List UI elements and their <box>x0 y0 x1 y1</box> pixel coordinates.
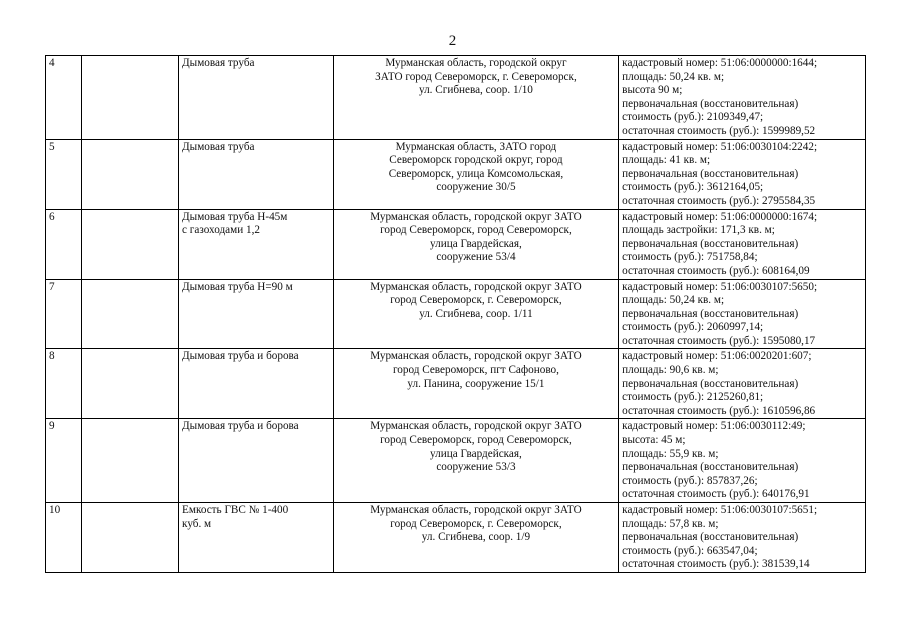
object-name-line: Дымовая труба и борова <box>182 420 299 433</box>
row-number: 8 <box>49 350 55 363</box>
characteristics-line: кадастровый номер: 51:06:0030112:49; <box>622 420 806 433</box>
characteristics-line: остаточная стоимость (руб.): 1599989,52 <box>622 124 816 137</box>
row-number: 4 <box>49 57 55 69</box>
address-cell <box>333 419 618 503</box>
property-table <box>45 55 866 573</box>
row-number: 7 <box>49 280 55 293</box>
object-name-line: куб. м <box>182 517 212 530</box>
address-line: Североморск, улица Комсомольская, <box>388 167 564 180</box>
characteristics-line: остаточная стоимость (руб.): 608164,09 <box>622 264 810 277</box>
empty-cell <box>82 279 179 349</box>
characteristics-cell <box>619 209 866 279</box>
object-name-cell <box>179 279 334 349</box>
characteristics-line: остаточная стоимость (руб.): 1610596,86 <box>622 404 816 417</box>
address-line: город Североморск, г. Североморск, <box>390 294 562 307</box>
characteristics-line: первоначальная (восстановительная) <box>622 377 799 390</box>
object-name-cell <box>179 349 334 419</box>
address-line: Североморск городской округ, город <box>389 154 563 167</box>
row-number: 5 <box>49 140 55 153</box>
table-row <box>46 349 866 419</box>
object-name-cell <box>179 503 334 573</box>
characteristics-line: стоимость (руб.): 2125260,81; <box>622 391 764 404</box>
table-row <box>46 279 866 349</box>
characteristics-line: остаточная стоимость (руб.): 2795584,35 <box>622 194 816 207</box>
object-name-cell <box>179 419 334 503</box>
table-row <box>46 56 866 140</box>
object-name-line: Дымовая труба Н=90 м <box>182 280 293 293</box>
address-cell <box>333 56 618 140</box>
address-line: Мурманская область, городской округ ЗАТО <box>370 280 582 293</box>
address-line: сооружение 30/5 <box>436 181 516 194</box>
characteristics-cell <box>619 139 866 209</box>
address-line: Мурманская область, городской округ ЗАТО <box>370 210 582 223</box>
object-name-line: с газоходами 1,2 <box>182 224 260 237</box>
characteristics-line: кадастровый номер: 51:06:0030107:5650; <box>622 280 818 293</box>
address-cell <box>333 139 618 209</box>
characteristics-line: высота 90 м; <box>622 84 683 97</box>
address-cell <box>333 349 618 419</box>
characteristics-line: стоимость (руб.): 751758,84; <box>622 251 758 264</box>
object-name-line: Дымовая труба Н-45м <box>182 210 288 223</box>
characteristics-line: остаточная стоимость (руб.): 1595080,17 <box>622 334 816 347</box>
address-line: город Североморск, пгт Сафоново, <box>392 364 559 377</box>
characteristics-line: остаточная стоимость (руб.): 381539,14 <box>622 558 810 571</box>
address-line: ул. Сгибнева, соор. 1/9 <box>421 531 531 544</box>
row-number-cell <box>46 503 82 573</box>
characteristics-line: стоимость (руб.): 857837,26; <box>622 474 758 487</box>
row-number-cell <box>46 419 82 503</box>
object-name-cell <box>179 56 334 140</box>
characteristics-line: площадь застройки: 171,3 кв. м; <box>622 224 775 237</box>
row-number-cell <box>46 279 82 349</box>
empty-cell <box>82 209 179 279</box>
characteristics-line: высота: 45 м; <box>622 434 686 447</box>
characteristics-line: площадь: 41 кв. м; <box>622 154 711 167</box>
characteristics-line: площадь: 50,24 кв. м; <box>622 70 725 83</box>
address-line: ул. Сгибнева, соор. 1/11 <box>419 307 533 320</box>
table-row <box>46 419 866 503</box>
characteristics-line: первоначальная (восстановительная) <box>622 307 799 320</box>
address-line: Мурманская область, городской округ ЗАТО <box>370 350 582 363</box>
address-line: ЗАТО город Североморск, г. Североморск, <box>375 70 577 83</box>
characteristics-line: стоимость (руб.): 2109349,47; <box>622 111 764 124</box>
empty-cell <box>82 139 179 209</box>
characteristics-line: остаточная стоимость (руб.): 640176,91 <box>622 488 810 501</box>
characteristics-line: площадь: 57,8 кв. м; <box>622 517 719 530</box>
row-number: 9 <box>49 420 55 433</box>
object-name-cell <box>179 139 334 209</box>
row-number-cell <box>46 56 82 140</box>
address-line: улица Гвардейская, <box>430 447 522 460</box>
address-line: Мурманская область, городской округ <box>385 57 567 69</box>
page-number: 2 <box>448 33 457 49</box>
row-number: 6 <box>49 210 55 223</box>
characteristics-line: стоимость (руб.): 2060997,14; <box>622 321 764 334</box>
characteristics-line: кадастровый номер: 51:06:0030104:2242; <box>622 140 818 153</box>
characteristics-cell <box>619 349 866 419</box>
address-line: Мурманская область, ЗАТО город <box>395 140 557 153</box>
characteristics-line: стоимость (руб.): 663547,04; <box>622 544 758 557</box>
characteristics-cell <box>619 419 866 503</box>
characteristics-line: первоначальная (восстановительная) <box>622 167 799 180</box>
characteristics-line: стоимость (руб.): 3612164,05; <box>622 181 764 194</box>
table-row <box>46 503 866 573</box>
object-name-cell <box>179 209 334 279</box>
row-number-cell <box>46 139 82 209</box>
characteristics-cell <box>619 279 866 349</box>
characteristics-cell <box>619 503 866 573</box>
row-number: 10 <box>49 504 61 516</box>
empty-cell <box>82 419 179 503</box>
empty-cell <box>82 349 179 419</box>
characteristics-line: площадь: 55,9 кв. м; <box>622 447 719 460</box>
table-row <box>46 139 866 209</box>
address-line: Мурманская область, городской округ ЗАТО <box>370 504 582 516</box>
characteristics-line: кадастровый номер: 51:06:0030107:5651; <box>622 504 818 516</box>
characteristics-line: площадь: 90,6 кв. м; <box>622 364 719 377</box>
characteristics-line: кадастровый номер: 51:06:0000000:1644; <box>622 57 818 69</box>
characteristics-line: первоначальная (восстановительная) <box>622 461 799 474</box>
address-cell <box>333 209 618 279</box>
characteristics-line: первоначальная (восстановительная) <box>622 97 799 110</box>
row-number-cell <box>46 349 82 419</box>
address-line: город Североморск, город Североморск, <box>380 224 572 237</box>
characteristics-cell <box>619 56 866 140</box>
address-line: город Североморск, г. Североморск, <box>390 517 562 530</box>
characteristics-line: первоначальная (восстановительная) <box>622 237 799 250</box>
object-name-line: Дымовая труба и борова <box>182 350 299 363</box>
characteristics-line: площадь: 50,24 кв. м; <box>622 294 725 307</box>
address-line: Мурманская область, городской округ ЗАТО <box>370 420 582 433</box>
object-name-line: Емкость ГВС № 1-400 <box>182 504 289 516</box>
characteristics-line: первоначальная (восстановительная) <box>622 531 799 544</box>
address-cell <box>333 279 618 349</box>
empty-cell <box>82 56 179 140</box>
table-row <box>46 209 866 279</box>
characteristics-line: кадастровый номер: 51:06:0020201:607; <box>622 350 812 363</box>
empty-cell <box>82 503 179 573</box>
table-body <box>46 56 866 573</box>
address-line: сооружение 53/4 <box>436 251 516 264</box>
object-name-line: Дымовая труба <box>182 140 255 153</box>
object-name-line: Дымовая труба <box>182 57 255 69</box>
characteristics-line: кадастровый номер: 51:06:0000000:1674; <box>622 210 818 223</box>
address-line: сооружение 53/3 <box>436 461 516 474</box>
address-line: улица Гвардейская, <box>430 237 522 250</box>
address-cell <box>333 503 618 573</box>
address-line: ул. Сгибнева, соор. 1/10 <box>419 84 533 97</box>
address-line: ул. Панина, сооружение 15/1 <box>407 377 545 390</box>
address-line: город Североморск, город Североморск, <box>380 434 572 447</box>
row-number-cell <box>46 209 82 279</box>
